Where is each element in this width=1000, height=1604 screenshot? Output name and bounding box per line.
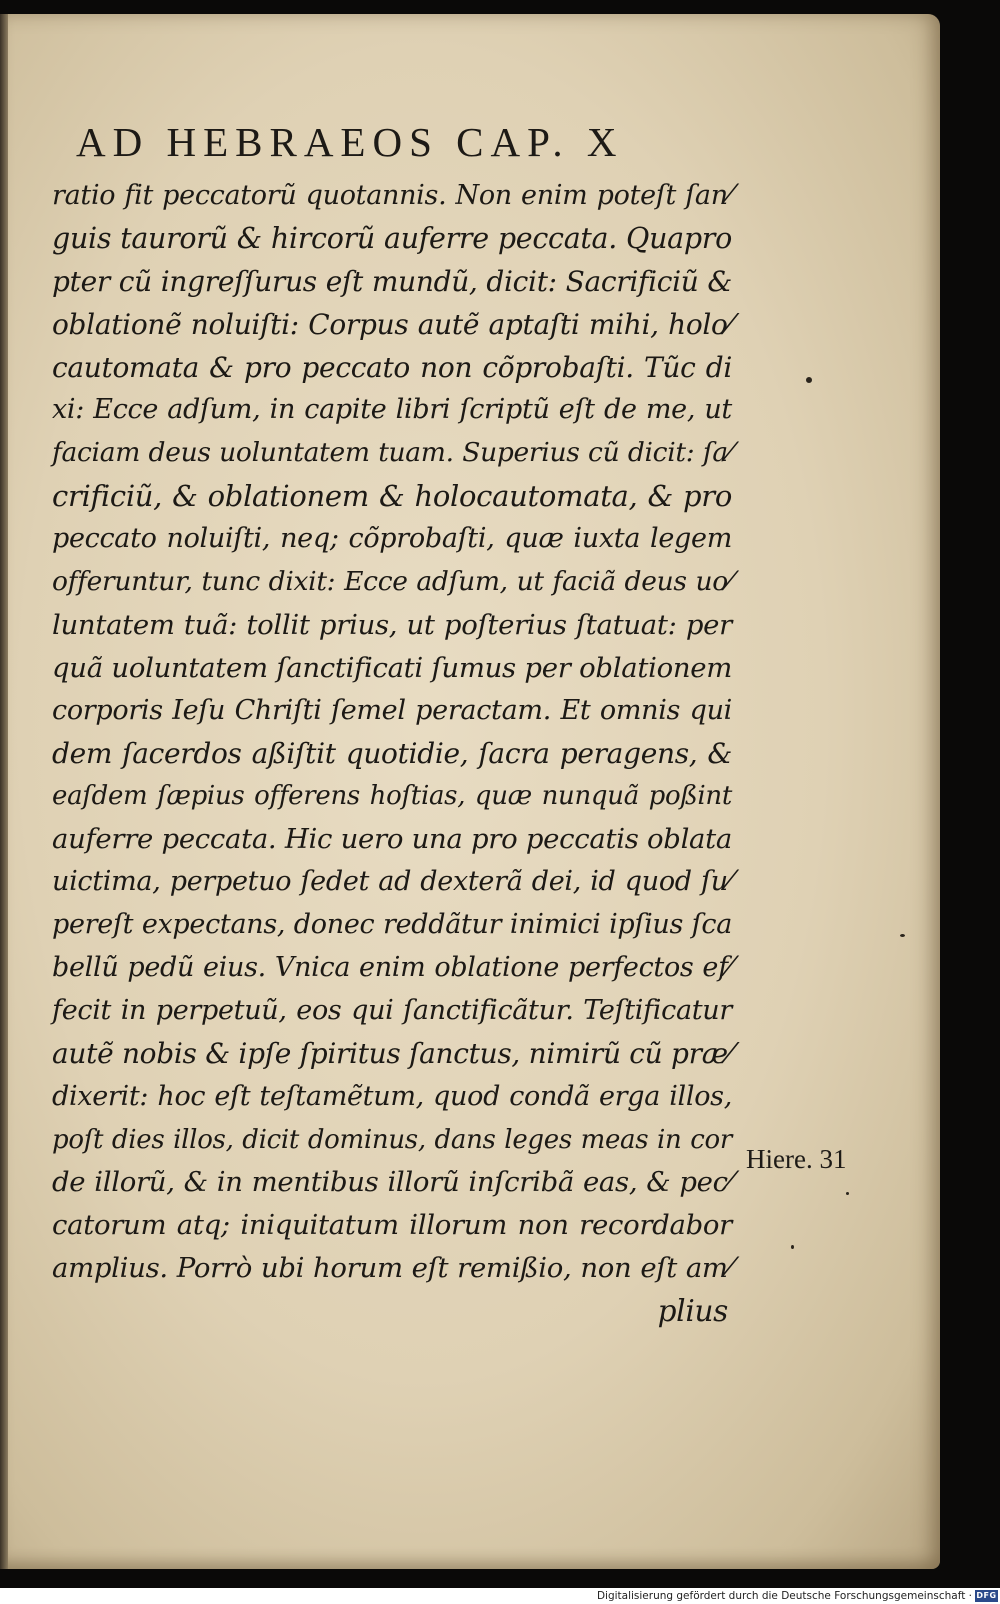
- text-line: oblationẽ noluiſti: Corpus autẽ aptaſti mihi, holo⁄: [52, 307, 732, 341]
- text-line: catorum atq; iniquitatum illorum non recordabor: [52, 1209, 732, 1242]
- dfg-logo: DFG: [976, 1591, 997, 1600]
- text-line: amplius. Porrò ubi horum eſt remißio, non eſt am⁄: [52, 1252, 732, 1285]
- funding-credit: Digitalisierung gefördert durch die Deutsche Forschungsgemeinschaft ·: [596, 1590, 972, 1602]
- text-line: pter cũ ingreſſurus eſt mundũ, dicit: Sacrificiũ &: [52, 264, 732, 298]
- text-line: crificiũ, & oblationem & holocautomata, & pro: [52, 479, 732, 514]
- text-line: cautomata & pro peccato non cõprobaſti. Tũc di: [52, 350, 732, 384]
- ink-speck: [846, 1192, 849, 1195]
- ink-speck: [900, 934, 905, 937]
- text-line: autẽ nobis & ipſe ſpiritus ſanctus, nimirũ cũ præ⁄: [52, 1036, 733, 1070]
- text-line: dixerit: hoc eſt teſtamẽtum, quod condã erga illos,: [52, 1080, 732, 1112]
- text-line: bellũ pedũ eius. Vnica enim oblatione perfectos ef⁄: [52, 952, 732, 984]
- text-line: xi: Ecce adſum, in capite libri ſcriptũ eſt de me, ut: [52, 394, 732, 426]
- text-line: de illorũ, & in mentibus illorũ inſcribã eas, & pec⁄: [52, 1166, 732, 1199]
- text-line: quã uoluntatem ſanctificati ſumus per oblationem: [52, 651, 732, 684]
- catchword: plius: [657, 1294, 728, 1329]
- text-line: fecit in perpetuũ, eos qui ſanctificãtur. Teſtificatur: [52, 994, 732, 1026]
- text-line: corporis Ieſu Chriſti ſemel peractam. Et omnis qui: [52, 694, 732, 726]
- page-gutter-edge: [0, 14, 8, 1569]
- ink-speck: [791, 1245, 794, 1249]
- text-line: dem ſacerdos aßiſtit quotidie, ſacra peragens, &: [52, 736, 732, 770]
- text-line: auferre peccata. Hic uero una pro peccatis oblata: [52, 823, 732, 856]
- text-line: ratio fit peccatorũ quotannis. Non enim poteſt ſan⁄: [52, 180, 732, 211]
- margin-note: Hiere. 31: [746, 1144, 847, 1174]
- body-text: [52, 175, 732, 1333]
- text-line: peccato noluiſti, neq; cõprobaſti, quæ iuxta legem: [52, 523, 732, 555]
- text-line: poſt dies illos, dicit dominus, dans leges meas in cor: [52, 1124, 732, 1155]
- text-line: guis taurorũ & hircorũ auferre peccata. Quapro: [52, 221, 732, 255]
- text-line: pereſt expectans, donec reddãtur inimici ipſius ſca: [52, 909, 732, 941]
- footer-bar: [0, 1588, 1000, 1604]
- ink-speck: [806, 377, 812, 383]
- text-line: offeruntur, tunc dixit: Ecce adſum, ut faciã deus uo⁄: [52, 566, 732, 598]
- text-line: eaſdem ſæpius offerens hoſtias, quæ nunquã poßint: [52, 781, 732, 812]
- text-line: uictima, perpetuo ſedet ad dexterã dei, id quod ſu⁄: [52, 866, 732, 898]
- text-line: faciam deus uoluntatem tuam. Superius cũ dicit: ſa⁄: [52, 437, 732, 469]
- running-head: AD HEBRAEOS CAP. X: [76, 119, 624, 165]
- text-line: luntatem tuã: tollit prius, ut poſterius ſtatuat: per: [52, 608, 732, 641]
